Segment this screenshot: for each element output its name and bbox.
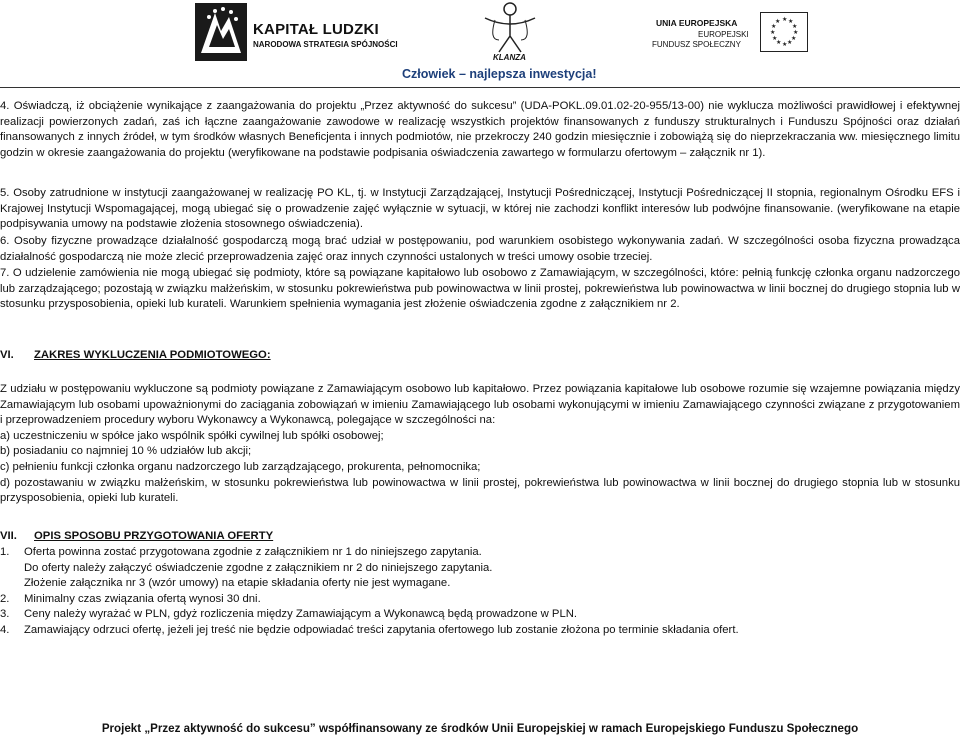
item-4	[0, 99, 960, 161]
section-vii-item-2-text: Minimalny czas związania ofertą wynosi 30 dni.	[24, 592, 261, 605]
svg-text:★: ★	[793, 29, 799, 36]
item-6-number: 6.	[0, 235, 10, 247]
section-vi-heading	[0, 348, 271, 364]
svg-text:★: ★	[770, 29, 776, 36]
item-7-text: O udzielenie zamówienia nie mogą ubiegać się podmioty, które są powiązane kapitałowo lub osobowo z Zamawiającym, w szczególności, które: pełnią funkcję członka organu nadzorczego lub zarządzającego; pozostają w związku małżeńskim, w stosunku pokrewieństwa pub powinowactwa w linii prostej, pokrewieństwa lub powinowactwa w linii bocznej do drugiego stopnia lub w stosunku przysposobienia, opieki lub kurateli. Warunkiem spełnienia wymagania jest złożenie oświadczenia zgodne z załącznikiem nr 2.	[0, 267, 960, 311]
eu-flag-icon	[760, 12, 808, 52]
svg-text:★: ★	[772, 35, 778, 42]
svg-text:★: ★	[771, 23, 777, 30]
page-header	[0, 0, 960, 92]
section-vi-item-b: b) posiadaniu co najmniej 10 % udziałów lub akcji;	[0, 445, 252, 458]
section-vi-item-d: d) pozostawaniu w związku małżeńskim, w stosunku pokrewieństwa lub powinowactwa w linii prostej, pokrewieństwa lub powinowactwa w linii bocznej do drugiego stopnia lub w stosunku przysposobienia, opieki lub kurateli.	[0, 476, 960, 505]
section-vi-item-a: a) uczestniczeniu w spółce jako wspólnik spółki cywilnej lub spółki osobowej;	[0, 429, 384, 442]
section-vii-item-3-text: Ceny należy wyrażać w PLN, gdyż rozliczenia między Zamawiającym a Wykonawcą będą prowadzone w PLN.	[24, 608, 578, 621]
svg-text:★: ★	[788, 18, 794, 25]
section-vii-item-1-line-2: Do oferty należy załączyć oświadczenie zgodne z załącznikiem nr 2 do niniejszego zapytania.	[24, 561, 493, 574]
kapital-ludzki-title: KAPITAŁ LUDZKI	[253, 21, 379, 38]
item-5-text: Osoby zatrudnione w instytucji zaangażowanej w realizację PO KL, tj. w Instytucji Zarządzającej, Instytucji Pośredniczącej, Instytucji Pośredniczącej II stopnia, regionalnym Ośrodku EFS i Krajowej Instytucji Wspomagającej, mogą ubiegać się o prowadzenie zajęć wyłącznie w sytuacji, w której nie zachodzi konflikt interesów lub podwójne finansowanie. (weryfikowane na etapie podpisywania umowy na podstawie złożenia stosownego oświadczenia).	[0, 187, 960, 231]
page-footer: Projekt „Przez aktywność do sukcesu” współfinansowany ze środków Unii Europejskiej w ramach Europejskiego Funduszu Społecznego	[101, 722, 859, 735]
svg-text:★: ★	[791, 35, 797, 42]
eu-subtitle: EUROPEJSKI	[698, 30, 749, 39]
item-5-paragraph	[0, 186, 960, 233]
item-4-number: 4.	[0, 100, 10, 112]
svg-text:★: ★	[782, 16, 788, 23]
section-vi-number: VI.	[0, 349, 14, 361]
item-4-text: Oświadczą, iż obciążenie wynikające z zaangażowania do projektu „Przez aktywność do sukcesu” (UDA-POKL.09.01.02-20-955/13-00) nie wyklucza możliwości prawidłowej i efektywnej realizacji powierzonych zadań, zaś ich łączne zaangażowanie zawodowe w realizację wszystkich projektów finansowanych z funduszy strukturalnych i Funduszu Spójności oraz działań finansowanych z innych źródeł, w tym środków własnych Beneficjenta i innych podmiotów, nie przekroczy 240 godzin miesięcznie i zobowiążą się do nieprzekraczania ww. miesięcznego limitu godzin w okresie zaangażowania do projektu (weryfikowane na podstawie podpisania oświadczenia zawartego w formularzu ofertowym – załącznik nr 1).	[0, 100, 960, 159]
kapital-ludzki-emblem-icon	[195, 3, 247, 61]
section-vii-item-4	[0, 623, 960, 639]
svg-text:★: ★	[776, 39, 782, 46]
item-6-paragraph	[0, 234, 960, 265]
section-vii-item-1-number: 1.	[0, 546, 10, 558]
item-5	[0, 186, 960, 233]
section-vii-item-3	[0, 607, 960, 623]
section-vii-item-4-text: Zamawiający odrzuci ofertę, jeżeli jej treść nie będzie odpowiadać treści zapytania ofertowego lub zostanie złożona po terminie składania ofert.	[24, 623, 739, 636]
klanza-logo	[475, 0, 545, 66]
item-7	[0, 266, 960, 313]
slogan: Człowiek – najlepsza inwestycja!	[402, 67, 597, 81]
section-vii-item-1	[0, 545, 960, 592]
section-vii-item-1-line-3: Złożenie załącznika nr 3 (wzór umowy) na etapie składania oferty nie jest wymagane.	[24, 577, 451, 590]
item-6	[0, 234, 960, 265]
section-vi-intro: Z udziału w postępowaniu wykluczone są podmioty powiązane z Zamawiającym osobowo lub kapitałowo. Przez powiązania kapitałowe lub osobowe rozumie się wzajemne powiązania między Zamawiającym lub osobami upoważnionymi do zaciągania zobowiązań w imieniu Zamawiającego lub osobami wykonującymi w imieniu Zamawiającego czynności związane z przygotowaniem i przeprowadzeniem procedury wyboru Wykonawcy a Wykonawcą, polegające w szczególności na:	[0, 383, 960, 427]
svg-text:★: ★	[787, 39, 793, 46]
section-vii-item-4-number: 4.	[0, 623, 10, 636]
eu-esf-logo	[650, 12, 799, 58]
section-vii-title: OPIS SPOSOBU PRZYGOTOWANIA OFERTY	[34, 530, 274, 542]
svg-text:★: ★	[782, 41, 788, 48]
section-vii-body	[0, 545, 960, 639]
item-4-paragraph	[0, 99, 960, 161]
kapital-ludzki-subtitle: NARODOWA STRATEGIA SPÓJNOŚCI	[253, 40, 398, 49]
section-vi-title: ZAKRES WYKLUCZENIA PODMIOTOWEGO:	[34, 349, 271, 361]
section-vii-item-1-line-1: Oferta powinna zostać przygotowana zgodnie z załącznikiem nr 1 do niniejszego zapytania.	[24, 546, 482, 558]
svg-text:★: ★	[775, 18, 781, 25]
eu-fund-name: FUNDUSZ SPOŁECZNY	[652, 40, 741, 49]
section-vii-item-2	[0, 592, 960, 608]
section-vi-body	[0, 382, 960, 507]
svg-text:★: ★	[792, 23, 798, 30]
section-vii-item-3-number: 3.	[0, 608, 10, 621]
item-5-number: 5.	[0, 187, 10, 199]
klanza-label: KLANZA	[493, 53, 526, 62]
item-6-text: Osoby fizyczne prowadzące działalność gospodarczą mogą brać udział w postępowaniu, pod warunkiem osobistego wykonywania zadań. W szczególności osoba fizyczna prowadząca działalność gospodarczą nie może zlecić przeprowadzenia zajęć oraz innych czynności ustalonych w treści umowy osobie trzeciej.	[0, 235, 960, 263]
section-vi-item-c: c) pełnieniu funkcji członka organu nadzorczego lub zarządzającego, prokurenta, pełnomocnika;	[0, 460, 481, 473]
item-7-number: 7.	[0, 267, 10, 279]
klanza-figure-icon	[475, 0, 545, 55]
eu-title: UNIA EUROPEJSKA	[656, 18, 738, 28]
kapital-ludzki-logo	[195, 3, 398, 61]
item-7-paragraph	[0, 266, 960, 313]
section-vii-heading	[0, 529, 273, 545]
section-vii-number: VII.	[0, 530, 17, 542]
header-divider	[0, 87, 960, 88]
section-vii-item-2-number: 2.	[0, 592, 10, 605]
